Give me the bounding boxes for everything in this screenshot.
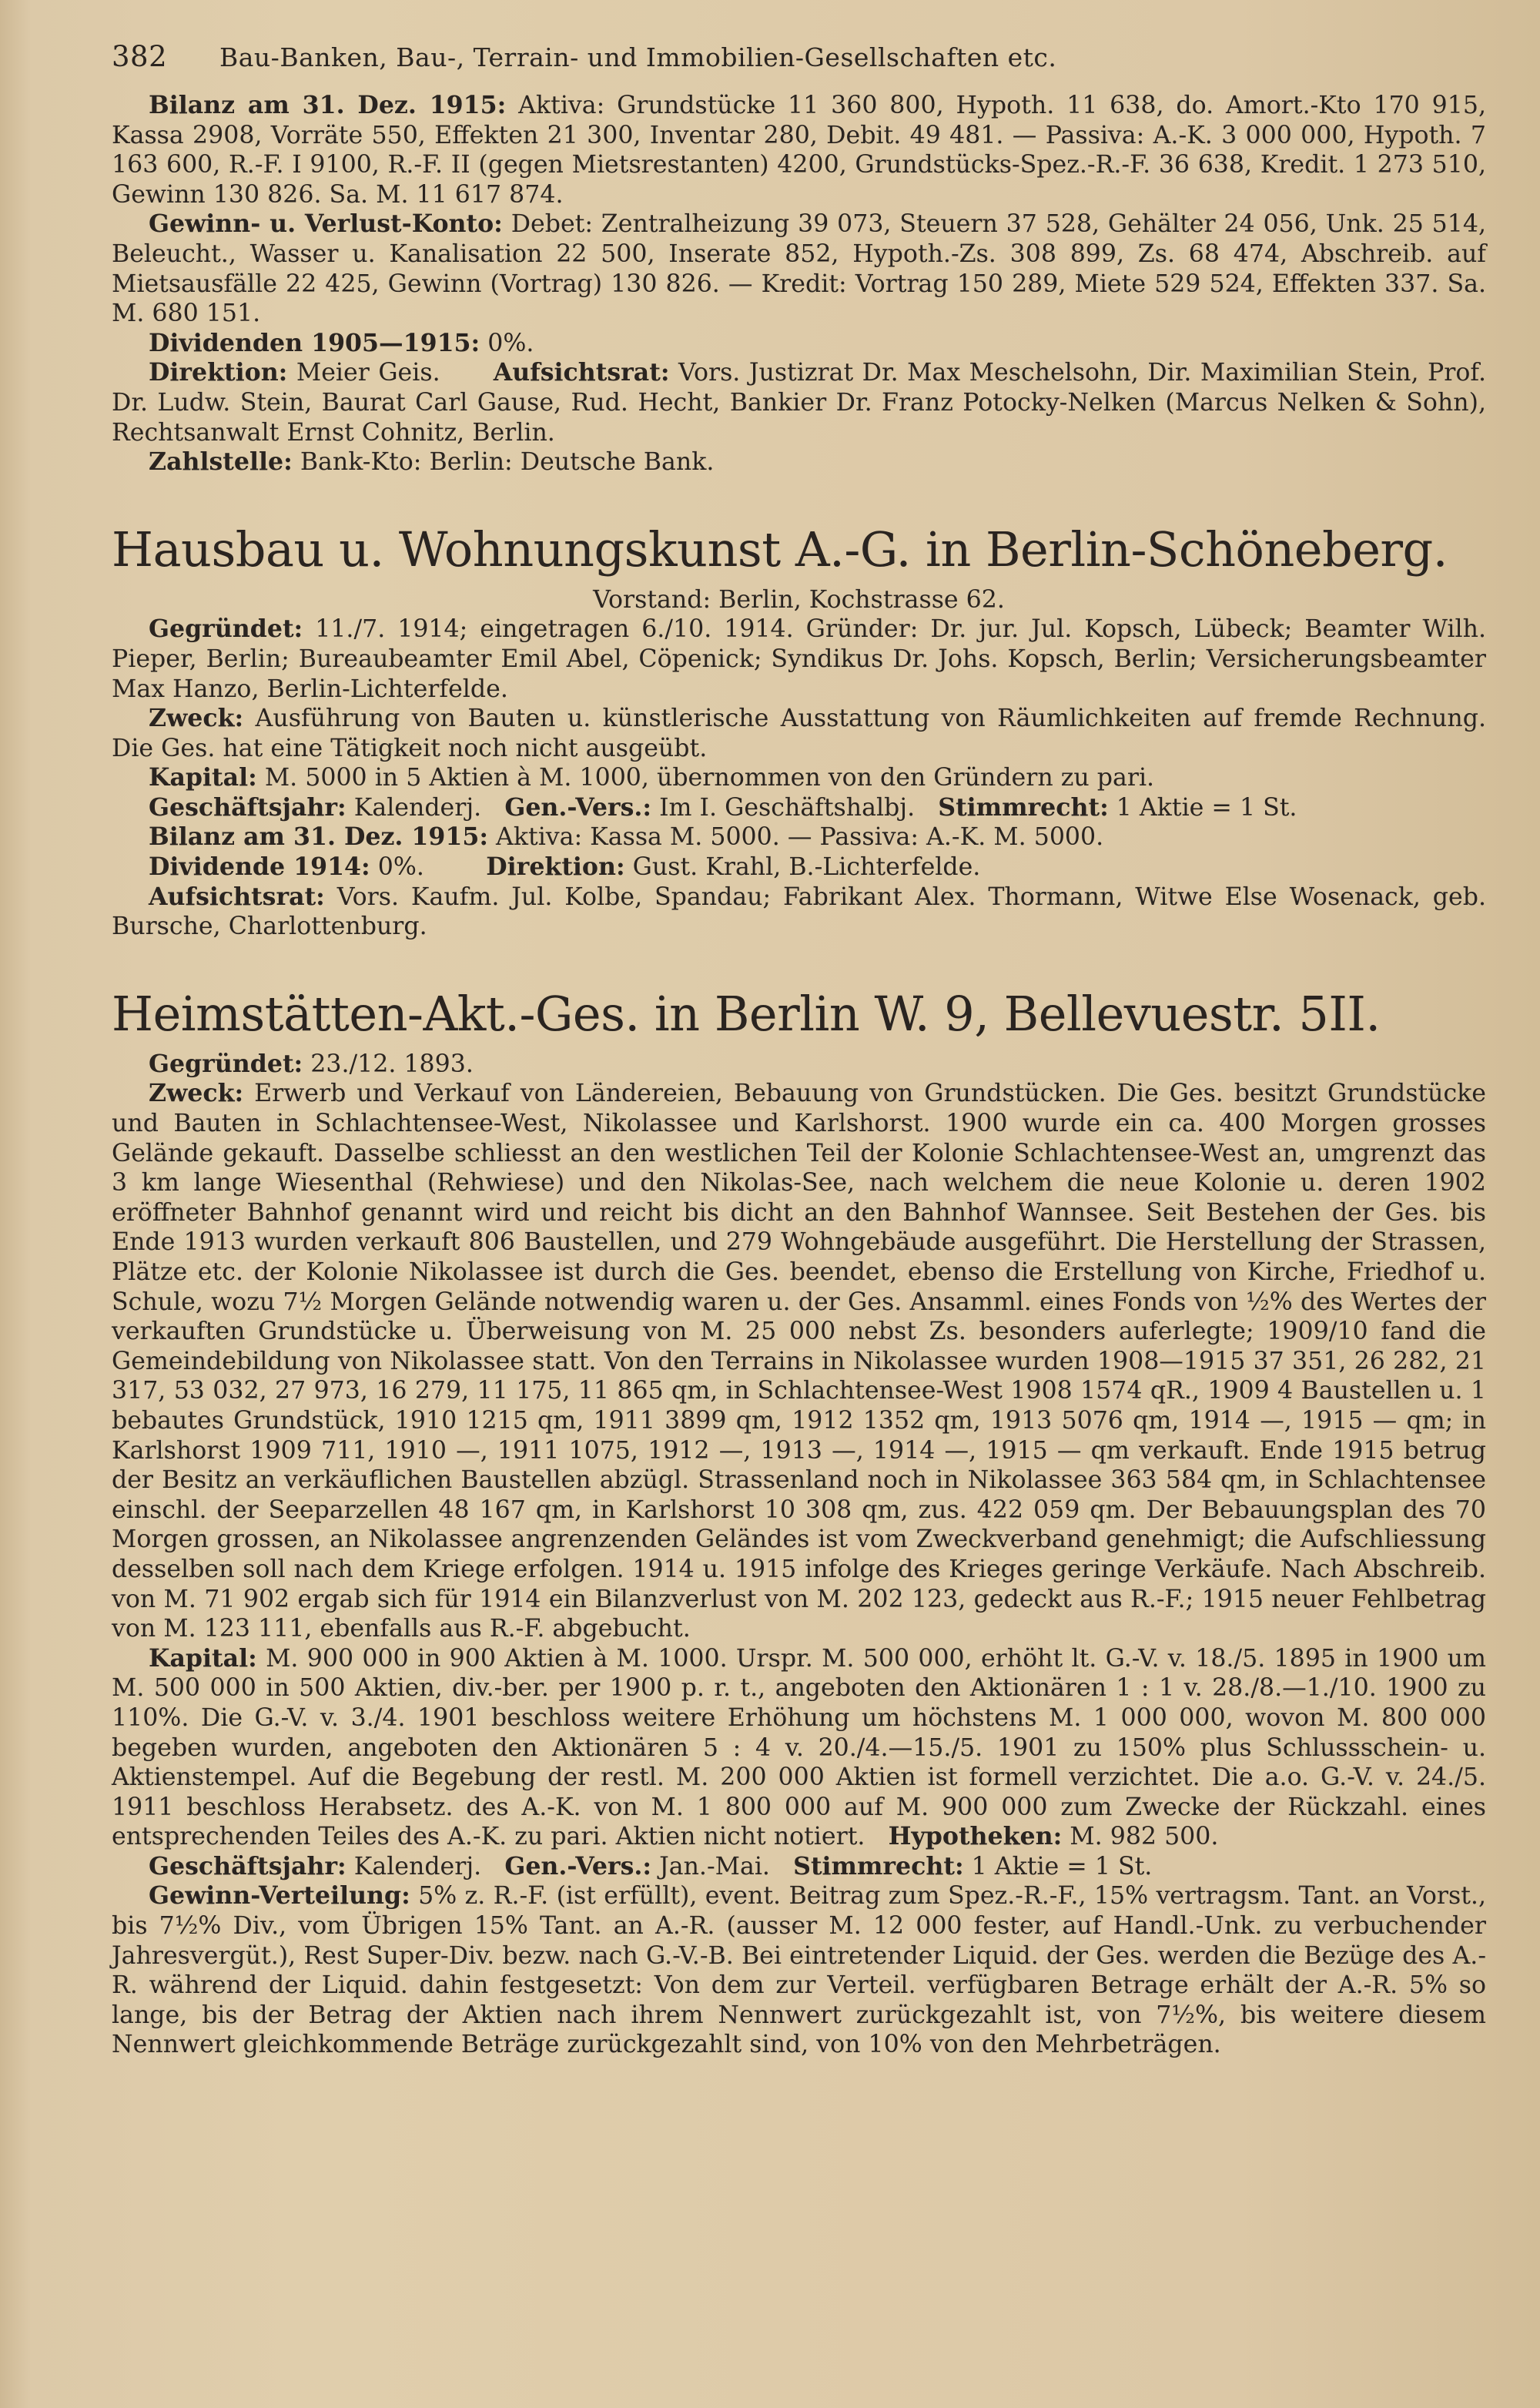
entry-hausbau: [112, 522, 1486, 942]
dividend-text: 0%.: [377, 853, 424, 882]
balance-text: Aktiva: Kassa M. 5000. — Passiva: A.-K. M. 5000.: [496, 823, 1104, 852]
balance-paragraph: [112, 822, 1486, 852]
voting-right-text: 1 Aktie = 1 St.: [971, 1852, 1153, 1881]
dividend-label: Dividenden 1905—1915:: [149, 328, 480, 357]
capital-paragraph: [112, 763, 1486, 793]
founded-text: 11./7. 1914; eingetragen 6./10. 1914. Gründer: Dr. jur. Jul. Kopsch, Lübeck; Beamter Wilh. Pieper, Berlin; Bureaubeamter Emil Abel, Cöpenick; Syndikus Dr. Johs. Kopsch, Berlin; Versicherungsbeamter Max Hanzo, Berlin-Lichterfelde.: [112, 615, 1486, 703]
voting-right-label: Stimmrecht:: [938, 792, 1109, 822]
bilanz-label: Bilanz am 31. Dez. 1915:: [149, 91, 507, 119]
mortgages-label: Hypotheken:: [888, 1822, 1063, 1851]
supervisory-board-paragraph: [112, 882, 1486, 942]
paying-agent-paragraph: [112, 447, 1486, 477]
vorstand-line: Vorstand: Berlin, Kochstrasse 62.: [593, 585, 1005, 614]
running-head: [112, 40, 1486, 91]
direction-text: Gust. Krahl, B.-Lichterfelde.: [632, 853, 981, 882]
founded-label: Gegründet:: [149, 615, 303, 644]
fiscal-year-label: Geschäftsjahr:: [149, 1851, 346, 1881]
founded-text: 23./12. 1893.: [310, 1050, 474, 1078]
founded-paragraph: [112, 1050, 1486, 1080]
entry-continued: [112, 91, 1486, 477]
page-number: 382: [112, 40, 168, 73]
dividend-text: 0%.: [487, 329, 534, 357]
entry-heimstaetten: [112, 986, 1486, 2060]
general-meeting-label: Gen.-Vers.:: [504, 792, 652, 822]
general-meeting-label: Gen.-Vers.:: [504, 1851, 652, 1881]
gv-paragraph: [112, 209, 1486, 328]
fiscal-year-paragraph: [112, 793, 1486, 823]
running-head-title: Bau-Banken, Bau-, Terrain- und Immobilien-Gesellschaften etc.: [219, 42, 1057, 72]
profit-distribution-text: 5% z. R.-F. (ist erfüllt), event. Beitrag zum Spez.-R.-F., 15% vertragsm. Tant. an Vorst., bis 7½% Div., vom Übrigen 15% Tant. an A.-R. (ausser M. 12 000 fester, auf Handl.-Unk. zu verbuchender Jahresvergüt.), Rest Super-Div. bezw. nach G.-V.-B. Bei eintretender Liquid. der Ges. werden die Bezüge des A.-R. während der Liquid. dahin festgesetzt: Von dem zur Verteil. verfügbaren Betrage erhält der A.-R. 5% so lange, bis der Betrag der Aktien nach ihrem Nennwert zurückgezahlt ist, von 7½%, bis weitere diesem Nennwert gleichkommende Beträge zurückgezahlt sind, von 10% von den Mehrbeträgen.: [112, 1882, 1486, 2059]
fiscal-year-text: Kalenderj.: [353, 1852, 482, 1881]
purpose-paragraph: [112, 1079, 1486, 1643]
bilanz-paragraph: [112, 91, 1486, 209]
fiscal-year-text: Kalenderj.: [353, 793, 482, 822]
capital-label: Kapital:: [149, 1643, 257, 1673]
capital-text: M. 900 000 in 900 Aktien à M. 1000. Urspr. M. 500 000, erhöht lt. G.-V. v. 18./5. 1895 in 1900 um M. 500 000 in 500 Aktien, div.-ber. per 1900 p. r. t., angeboten den Aktionären 1 : 1 v. 28./8.—1./10. 1900 zu 110%. Die G.-V. v. 3./4. 1901 beschloss weitere Erhöhung um höchstens M. 1 000 000, wovon M. 800 000 begeben wurden, angeboten den Aktionären 5 : 4 v. 20./4.—15./5. 1901 zu 150% plus Schlussschein- u. Aktienstempel. Auf die Begebung der restl. M. 200 000 Aktien ist formell verzichtet. Die a.o. G.-V. v. 24./5. 1911 beschloss Herabsetz. des A.-K. von M. 1 800 000 auf M. 900 000 zum Zwecke der Rückzahl. eines entsprechenden Teiles des A.-K. zu pari. Aktien nicht notiert.: [112, 1644, 1486, 1851]
direction-paragraph: [112, 358, 1486, 447]
bilanz-text: Aktiva: Grundstücke 11 360 800, Hypoth. 11 638, do. Amort.-Kto 170 915, Kassa 2908, Vorräte 550, Effekten 21 300, Inventar 280, Debit. 49 481. — Passiva: A.-K. 3 000 000, Hypoth. 7 163 600, R.-F. I 9100, R.-F. II (gegen Mietsrestanten) 4200, Grundstücks-Spez.-R.-F. 36 638, Kredit. 1 273 510, Gewinn 130 826. Sa. M. 11 617 874.: [112, 92, 1486, 209]
purpose-label: Zweck:: [149, 1079, 244, 1108]
dividend-label: Dividende 1914:: [149, 852, 370, 882]
supervisory-board-label: Aufsichtsrat:: [493, 358, 670, 387]
voting-right-label: Stimmrecht:: [793, 1851, 964, 1881]
profit-distribution-label: Gewinn-Verteilung:: [149, 1881, 410, 1911]
purpose-text: Ausführung von Bauten u. künstlerische Ausstattung von Räumlichkeiten auf fremde Rechnung. Die Ges. hat eine Tätigkeit noch nicht ausgeübt.: [112, 705, 1486, 762]
founded-label: Gegründet:: [149, 1049, 303, 1078]
dividend-paragraph: [112, 852, 1486, 882]
general-meeting-text: Jan.-Mai.: [659, 1852, 770, 1881]
company-heading: Heimstätten-Akt.-Ges. in Berlin W. 9, Bellevuestr. 5II.: [112, 985, 1381, 1042]
profit-distribution-paragraph: [112, 1881, 1486, 2060]
direction-text: Meier Geis.: [296, 359, 440, 387]
company-heading: Hausbau u. Wohnungskunst A.-G. in Berlin-Schöneberg.: [112, 521, 1448, 578]
supervisory-board-text: Vors. Kaufm. Jul. Kolbe, Spandau; Fabrikant Alex. Thormann, Witwe Else Wosenack, geb. Bursche, Charlottenburg.: [112, 882, 1486, 941]
founded-paragraph: [112, 615, 1486, 704]
purpose-label: Zweck:: [149, 704, 244, 733]
fiscal-year-label: Geschäftsjahr:: [149, 792, 346, 822]
gv-text: Debet: Zentralheizung 39 073, Steuern 37 528, Gehälter 24 056, Unk. 25 514, Beleucht., Wasser u. Kanalisation 22 500, Inserate 852, Hypoth.-Zs. 308 899, Zs. 68 474, Abschreib. auf Mietsausfälle 22 425, Gewinn (Vortrag) 130 826. — Kredit: Vortrag 150 289, Miete 529 524, Effekten 337. Sa. M. 680 151.: [112, 210, 1487, 328]
purpose-text: Erwerb und Verkauf von Ländereien, Bebauung von Grundstücken. Die Ges. besitzt Grundstücke und Bauten in Schlachtensee-West, Nikolassee und Karlshorst. 1900 wurde ein ca. 400 Morgen grosses Gelände gekauft. Dasselbe schliesst an den westlichen Teil der Kolonie Schlachtensee-West an, umgrenzt das 3 km lange Wiesenthal (Rehwiese) und den Nikolas-See, nach welchem die neue Kolonie u. deren 1902 eröffneter Bahnhof genannt wird und reicht bis dicht an den Bahnhof Wannsee. Seit Bestehen der Ges. bis Ende 1913 wurden verkauft 806 Baustellen, und 279 Wohngebäude ausgeführt. Die Herstellung der Strassen, Plätze etc. der Kolonie Nikolassee ist durch die Ges. beendet, ebenso die Erstellung von Kirche, Friedhof u. Schule, wozu 7½ Morgen Gelände notwendig waren u. der Ges. Ansamml. eines Fonds von ½% des Wertes der verkauften Grundstücke u. Überweisung von M. 25 000 nebst Zs. besonders auferlegte; 1909/10 fand die Gemeindebildung von Nikolassee statt. Von den Terrains in Nikolassee wurden 1908—1915 37 351, 26 282, 21 317, 53 032, 27 973, 16 279, 11 175, 11 865 qm, in Schlachtensee-West 1908 1574 qR., 1909 4 Baustellen u. 1 bebautes Grundstück, 1910 1215 qm, 1911 3899 qm, 1912 1352 qm, 1913 5076 qm, 1914 —, 1915 — qm; in Karlshorst 1909 711, 1910 —, 1911 1075, 1912 —, 1913 —, 1914 —, 1915 — qm verkauft. Ende 1915 betrug der Besitz an verkäuflichen Baustellen abzügl. Strassenland noch in Nikolassee 363 584 qm, in Schlachtensee einschl. der Seeparzellen 48 167 qm, in Karlshorst 10 308 qm, zus. 422 059 qm. Der Bebauungsplan des 70 Morgen grossen, an Nikolassee angrenzenden Geländes ist vom Zweckverband genehmigt; die Aufschliessung desselben soll nach dem Kriege erfolgen. 1914 u. 1915 infolge des Krieges geringe Verkäufe. Nach Abschreib. von M. 71 902 ergab sich für 1914 ein Bilanzverlust von M. 202 123, gedeckt aus R.-F.; 1915 neuer Fehlbetrag von M. 123 111, ebenfalls aus R.-F. abgebucht.: [112, 1080, 1487, 1643]
supervisory-board-label: Aufsichtsrat:: [149, 882, 325, 911]
fiscal-year-paragraph: [112, 1852, 1486, 1882]
purpose-paragraph: [112, 704, 1486, 763]
direction-label: Direktion:: [486, 852, 625, 882]
paying-agent-label: Zahlstelle:: [149, 447, 293, 477]
gv-label: Gewinn- u. Verlust-Konto:: [149, 209, 503, 239]
voting-right-text: 1 Aktie = 1 St.: [1116, 793, 1297, 822]
balance-label: Bilanz am 31. Dez. 1915:: [149, 822, 488, 852]
direction-label: Direktion:: [149, 358, 288, 387]
supervisory-board-text: Vors. Justizrat Dr. Max Meschelsohn, Dir. Maximilian Stein, Prof. Dr. Ludw. Stein, Baurat Carl Gause, Rud. Hecht, Bankier Dr. Franz Potocky-Nelken (Marcus Nelken & Sohn), Rechtsanwalt Ernst Cohnitz, Berlin.: [112, 359, 1486, 447]
capital-paragraph: [112, 1644, 1486, 1852]
capital-label: Kapital:: [149, 763, 257, 792]
mortgages-text: M. 982 500.: [1070, 1823, 1219, 1851]
paying-agent-text: Bank-Kto: Berlin: Deutsche Bank.: [300, 448, 715, 477]
dividend-paragraph: [112, 329, 1486, 359]
capital-text: M. 5000 in 5 Aktien à M. 1000, übernommen von den Gründern zu pari.: [264, 764, 1155, 792]
general-meeting-text: Im I. Geschäftshalbj.: [659, 793, 916, 822]
